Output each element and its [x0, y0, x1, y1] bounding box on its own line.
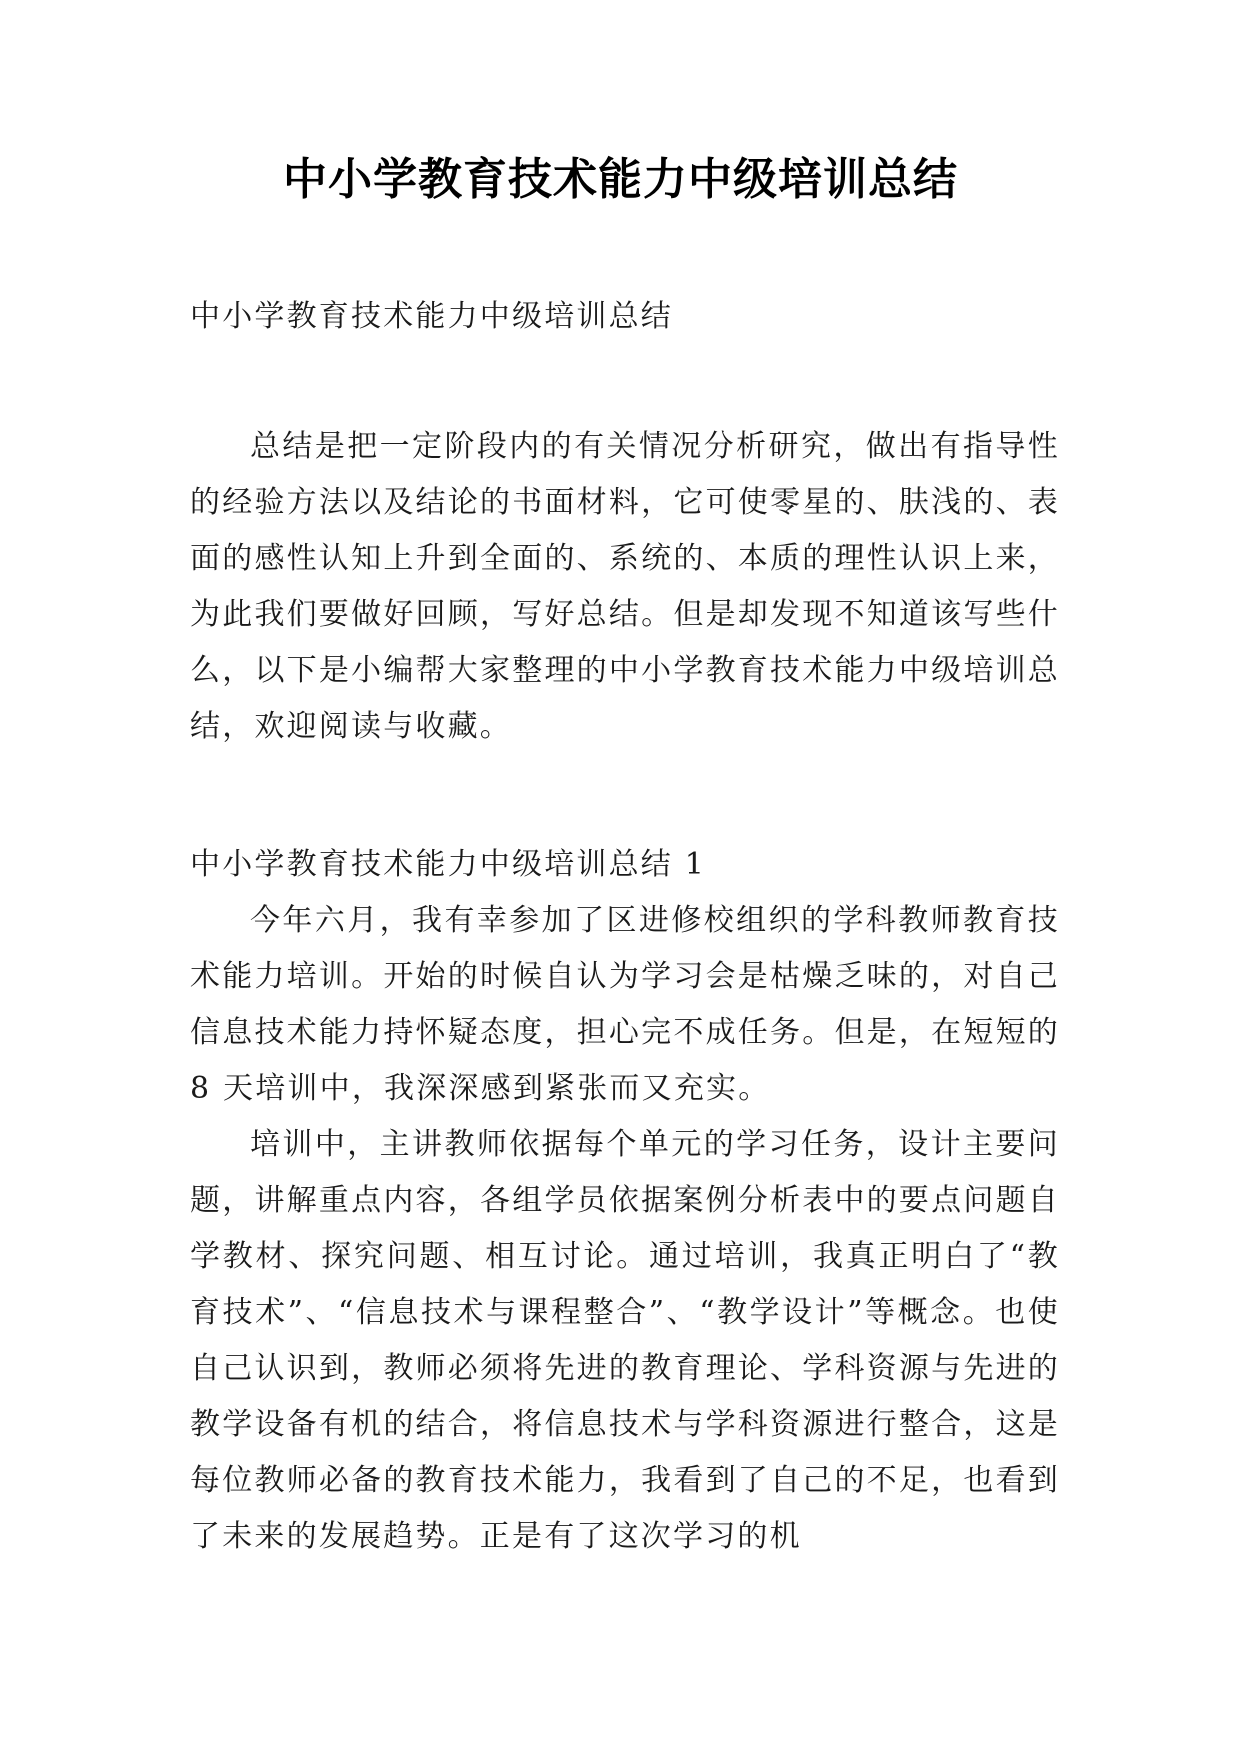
document-title: 中小学教育技术能力中级培训总结 [283, 154, 958, 205]
spacer [190, 345, 1060, 419]
document-body [190, 289, 1060, 1565]
body-paragraph-2: 培训中，主讲教师依据每个单元的学习任务，设计主要问题，讲解重点内容，各组学员依据案例分析表中的要点问题自学教材、探究问题、相互讨论。通过培训，我真正明白了“教育技术”、“信息技术与课程整合”、“教学设计”等概念。也使自己认识到，教师必须将先进的教育理论、学科资源与先进的教学设备有机的结合，将信息技术与学科资源进行整合，这是每位教师必备的教育技术能力，我看到了自己的不足，也看到了未来的发展趋势。正是有了这次学习的机 [190, 1127, 1060, 1554]
document-subtitle: 中小学教育技术能力中级培训总结 [190, 299, 673, 334]
section-heading: 中小学教育技术能力中级培训总结 1 [190, 847, 707, 882]
intro-paragraph: 总结是把一定阶段内的有关情况分析研究，做出有指导性的经验方法以及结论的书面材料，它可使零星的、肤浅的、表面的感性认知上升到全面的、系统的、本质的理性认识上来，为此我们要做好回顾，写好总结。但是却发现不知道该写些什么，以下是小编帮大家整理的中小学教育技术能力中级培训总结，欢迎阅读与收藏。 [190, 429, 1060, 744]
body-paragraph-1: 今年六月，我有幸参加了区进修校组织的学科教师教育技术能力培训。开始的时候自认为学习会是枯燥乏味的，对自己信息技术能力持怀疑态度，担心完不成任务。但是，在短短的 8 天培训中，我深深感到紧张而又充实。 [190, 903, 1060, 1106]
spacer [190, 755, 1060, 837]
